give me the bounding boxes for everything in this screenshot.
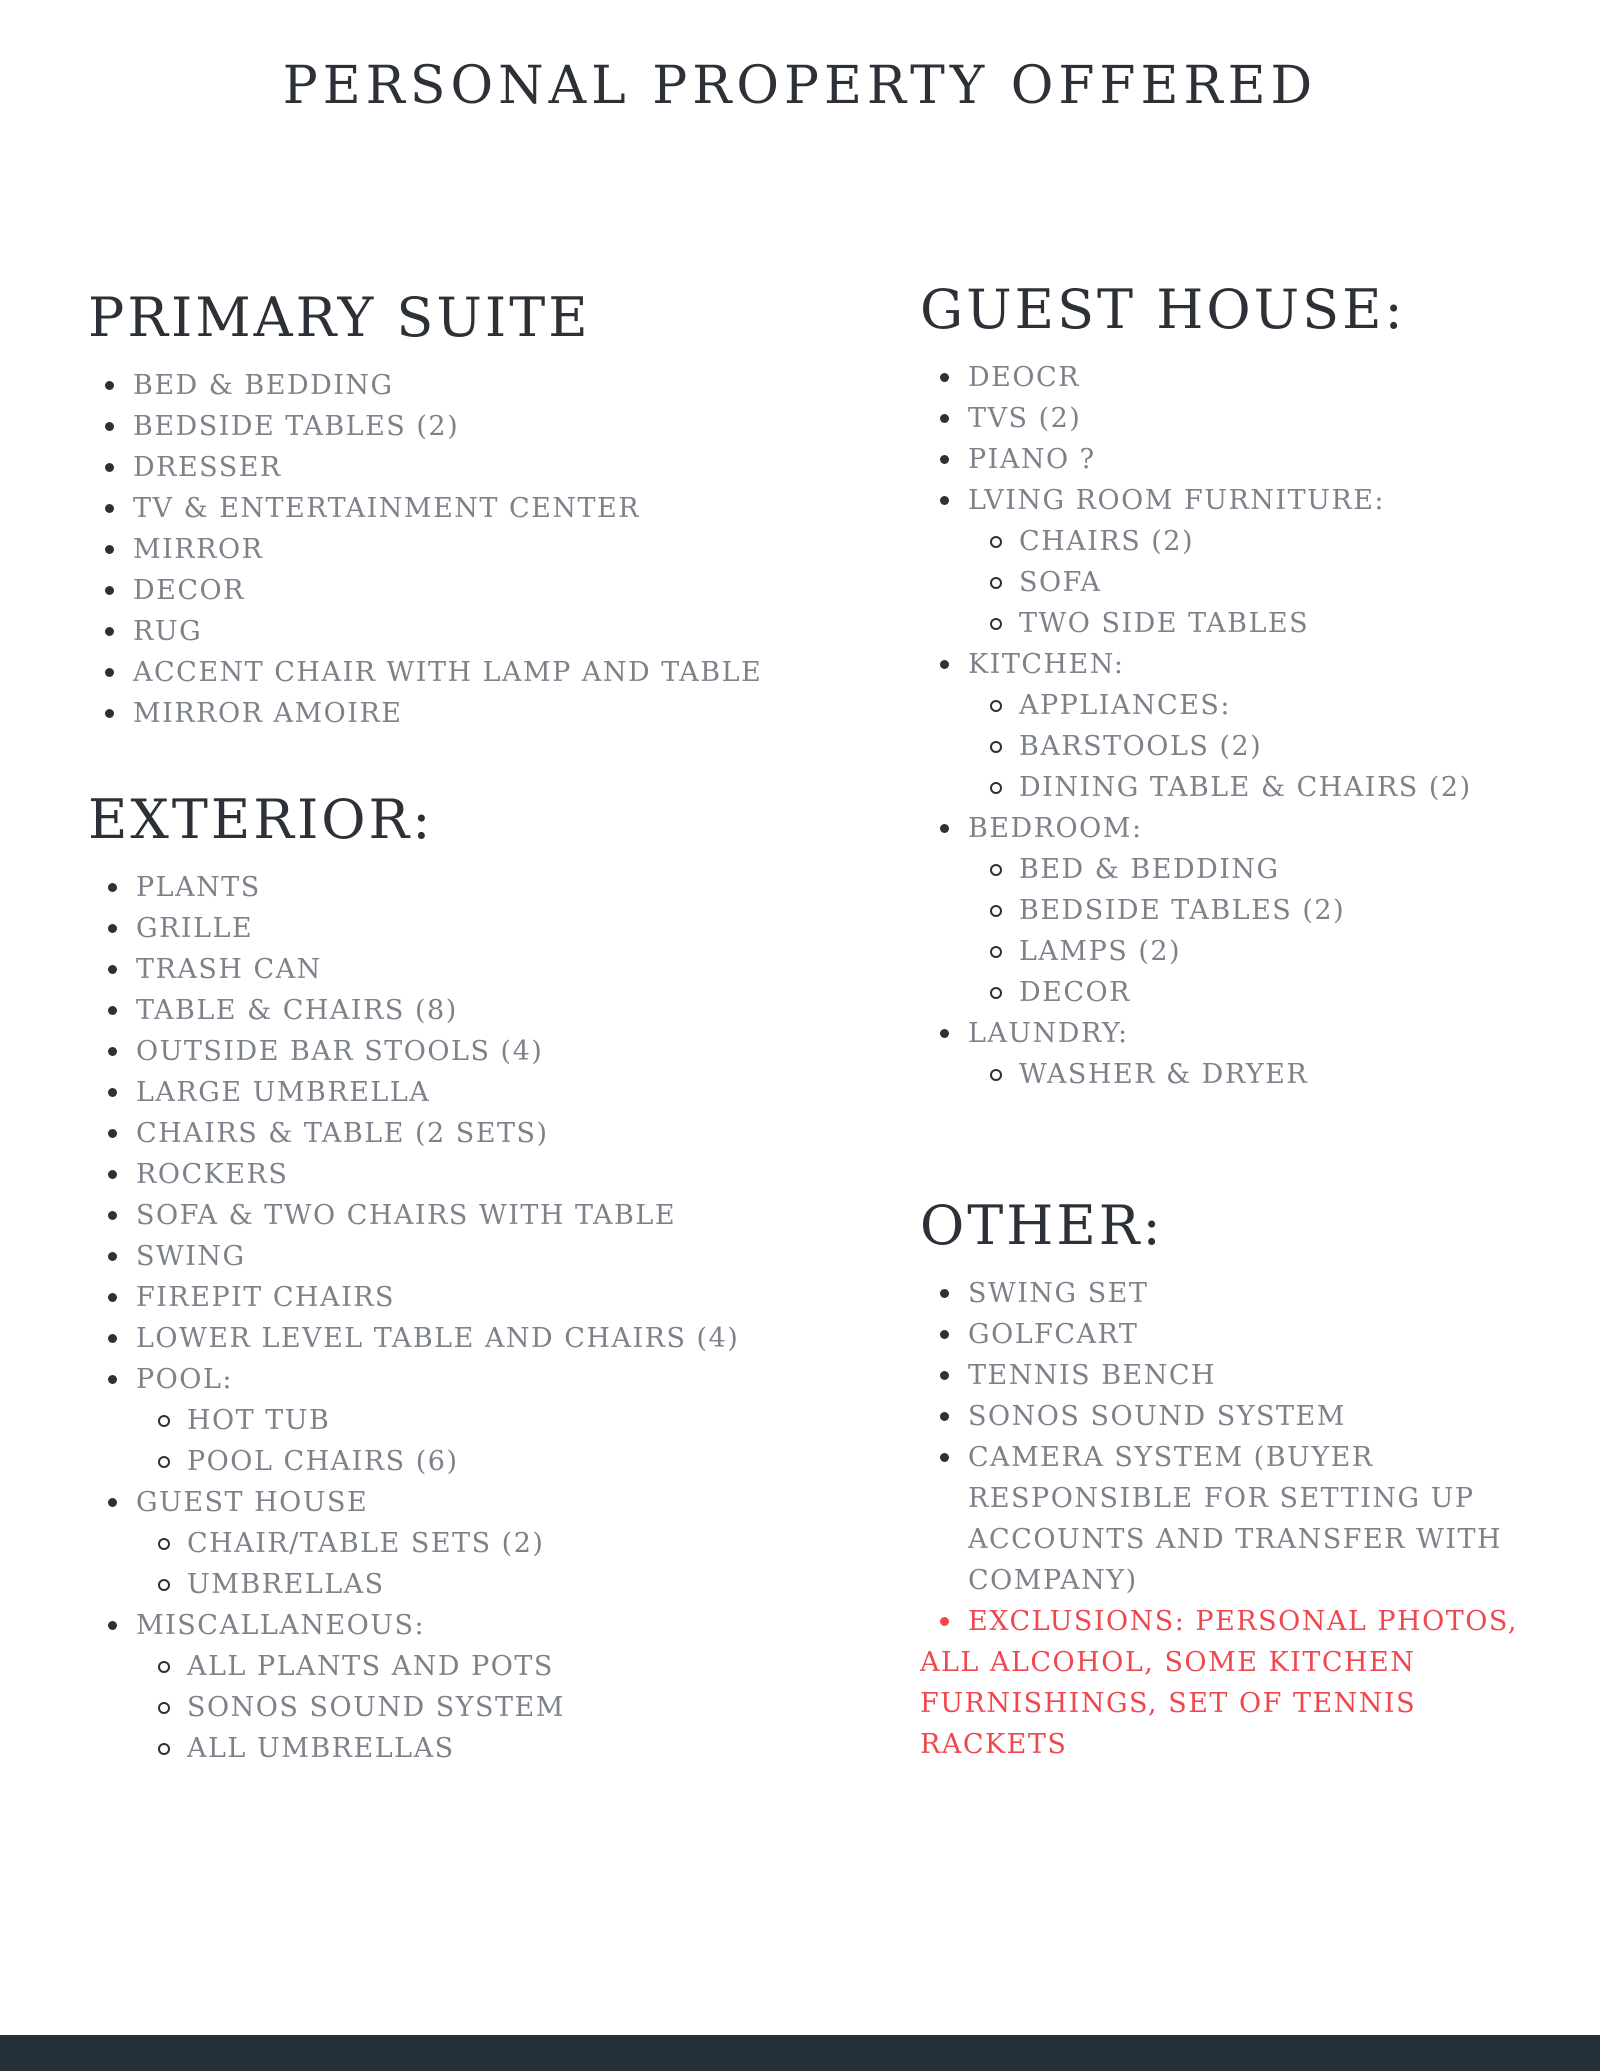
exclusions-text: EXCLUSIONS: PERSONAL PHOTOS, ALL ALCOHOL, SOME KITCHEN FURNISHINGS, SET OF TENNIS RACKETS <box>920 1605 1519 1760</box>
page-title: PERSONAL PROPERTY OFFERED <box>282 56 1318 116</box>
pool-label: POOL: <box>136 1363 233 1395</box>
list-item: CHAIRS & TABLE (2 SETS) <box>136 1113 808 1154</box>
list-item: TRASH CAN <box>136 949 808 990</box>
list-item: LOWER LEVEL TABLE AND CHAIRS (4) <box>136 1318 808 1359</box>
list-item-bedroom <box>968 808 1540 1013</box>
list-item: GRILLE <box>136 908 808 949</box>
list-item: OUTSIDE BAR STOOLS (4) <box>136 1031 808 1072</box>
list-item: PIANO ? <box>968 439 1540 480</box>
list-item: SWING <box>136 1236 808 1277</box>
sublist-item: APPLIANCES: <box>1019 685 1540 726</box>
sublist-item: SOFA <box>1019 562 1540 603</box>
list-item: MIRROR AMOIRE <box>133 693 808 734</box>
list-item: TABLE & CHAIRS (8) <box>136 990 808 1031</box>
list-item: GOLFCART <box>968 1314 1528 1355</box>
guest-house-section <box>920 278 1540 1095</box>
sublist-item: UMBRELLAS <box>187 1564 808 1605</box>
list-item: TV & ENTERTAINMENT CENTER <box>133 488 808 529</box>
list-item: DEOCR <box>968 357 1540 398</box>
bedroom-label: BEDROOM: <box>968 812 1143 844</box>
list-item: DECOR <box>133 570 808 611</box>
list-item: SONOS SOUND SYSTEM <box>968 1396 1528 1437</box>
list-item: MIRROR <box>133 529 808 570</box>
sublist-item: ALL PLANTS AND POTS <box>187 1646 808 1687</box>
sublist-item: SONOS SOUND SYSTEM <box>187 1687 808 1728</box>
pool-sublist <box>136 1400 808 1482</box>
list-item: CAMERA SYSTEM (BUYER RESPONSIBLE FOR SETTING UP ACCOUNTS AND TRANSFER WITH COMPANY) <box>968 1437 1528 1601</box>
list-item: RUG <box>133 611 808 652</box>
list-item-living-room <box>968 480 1540 644</box>
primary-suite-heading: PRIMARY SUITE <box>88 286 591 349</box>
sublist-item: BARSTOOLS (2) <box>1019 726 1540 767</box>
list-item-pool <box>136 1359 808 1482</box>
list-item: ACCENT CHAIR WITH LAMP AND TABLE <box>133 652 808 693</box>
list-item: BEDSIDE TABLES (2) <box>133 406 808 447</box>
list-item-guest-house <box>136 1482 808 1605</box>
guest-house-heading: GUEST HOUSE: <box>920 278 1406 341</box>
exterior-heading: EXTERIOR: <box>88 788 434 851</box>
bedroom-sublist <box>968 849 1540 1013</box>
list-item: SWING SET <box>968 1273 1528 1314</box>
sublist-item: WASHER & DRYER <box>1019 1054 1540 1095</box>
list-item: LARGE UMBRELLA <box>136 1072 808 1113</box>
exclusions-note <box>920 1601 1520 1765</box>
list-item: TVS (2) <box>968 398 1540 439</box>
laundry-label: LAUNDRY: <box>968 1017 1129 1049</box>
sublist-item: CHAIR/TABLE SETS (2) <box>187 1523 808 1564</box>
list-item: PLANTS <box>136 867 808 908</box>
list-item: DRESSER <box>133 447 808 488</box>
footer-bar <box>0 2035 1600 2071</box>
list-item-kitchen <box>968 644 1540 808</box>
guest-house-list <box>920 357 1540 1095</box>
sublist-item: ALL UMBRELLAS <box>187 1728 808 1769</box>
other-heading: OTHER: <box>920 1194 1164 1257</box>
exterior-section <box>88 788 808 1769</box>
sublist-item: DECOR <box>1019 972 1540 1013</box>
guest-house-sublist <box>136 1523 808 1605</box>
sublist-item: BED & BEDDING <box>1019 849 1540 890</box>
primary-suite-section <box>88 286 808 734</box>
sublist-item: DINING TABLE & CHAIRS (2) <box>1019 767 1540 808</box>
sublist-item: BEDSIDE TABLES (2) <box>1019 890 1540 931</box>
sublist-item: POOL CHAIRS (6) <box>187 1441 808 1482</box>
sublist-item: CHAIRS (2) <box>1019 521 1540 562</box>
sublist-item: TWO SIDE TABLES <box>1019 603 1540 644</box>
laundry-sublist <box>968 1054 1540 1095</box>
list-item: SOFA & TWO CHAIRS WITH TABLE <box>136 1195 808 1236</box>
list-item: TENNIS BENCH <box>968 1355 1528 1396</box>
kitchen-label: KITCHEN: <box>968 648 1125 680</box>
list-item: BED & BEDDING <box>133 365 808 406</box>
living-room-sublist <box>968 521 1540 644</box>
sublist-item: LAMPS (2) <box>1019 931 1540 972</box>
list-item-laundry <box>968 1013 1540 1095</box>
exclusion-bullet-icon <box>940 1617 949 1626</box>
living-room-label: LVING ROOM FURNITURE: <box>968 484 1386 516</box>
miscellaneous-sublist <box>136 1646 808 1769</box>
list-item: FIREPIT CHAIRS <box>136 1277 808 1318</box>
other-section <box>920 1194 1540 1765</box>
primary-suite-list <box>85 365 808 734</box>
sublist-item: HOT TUB <box>187 1400 808 1441</box>
other-list <box>920 1273 1528 1601</box>
kitchen-sublist <box>968 685 1540 808</box>
miscellaneous-label: MISCALLANEOUS: <box>136 1609 426 1641</box>
list-item-miscellaneous <box>136 1605 808 1769</box>
exterior-list <box>88 867 808 1769</box>
list-item: ROCKERS <box>136 1154 808 1195</box>
guest-house-label: GUEST HOUSE <box>136 1486 369 1518</box>
